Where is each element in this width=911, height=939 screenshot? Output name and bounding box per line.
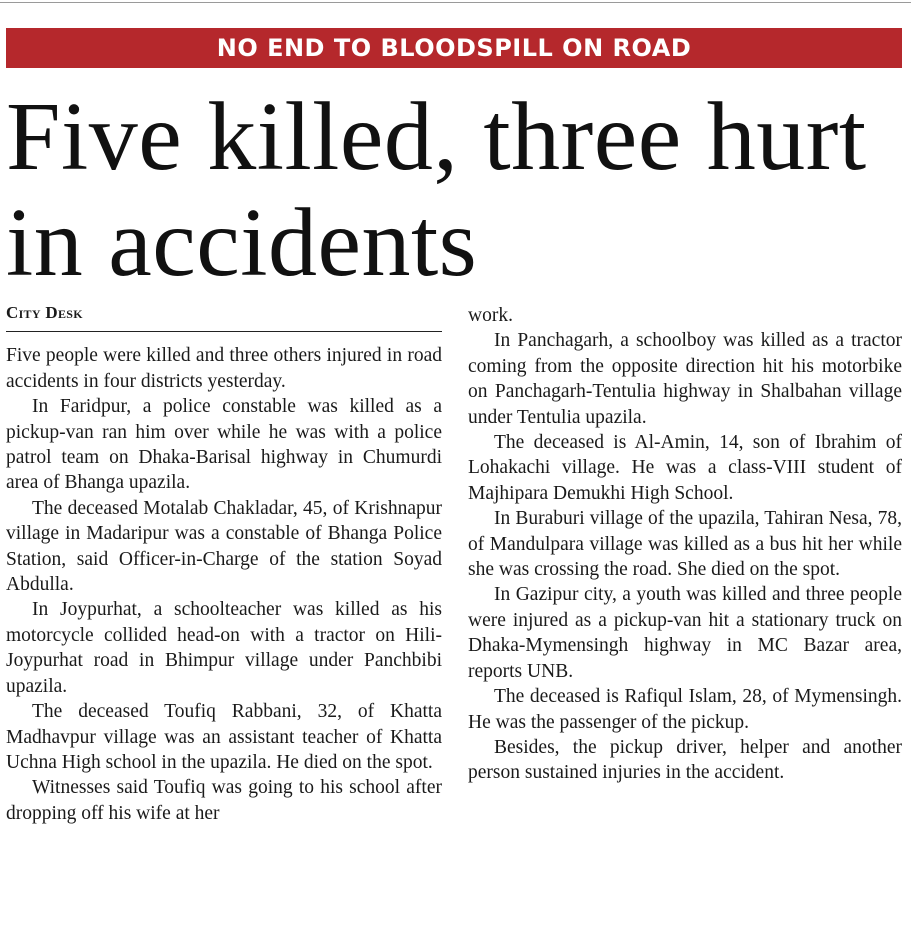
paragraph: In Buraburi village of the upazila, Tahiran Nesa, 78, of Mandulpara village was killed as a bus hit her while she was crossing the road. She died on the spot. xyxy=(468,508,902,581)
paragraph: Witnesses said Toufiq was going to his school after dropping off his wife at her xyxy=(6,777,442,824)
paragraph: work. xyxy=(468,305,513,326)
paragraph: Five people were killed and three others injured in road accidents in four districts yesterday. xyxy=(6,345,442,392)
paragraph: The deceased is Al-Amin, 14, son of Ibrahim of Lohakachi village. He was a class-VIII student of Majhipara Demukhi High School. xyxy=(468,432,902,504)
paragraph: In Joypurhat, a schoolteacher was killed as his motorcycle collided head-on with a tractor on Hili-Joypurhat road in Bhimpur village under Panchbibi upazila. xyxy=(6,599,442,697)
paragraph: In Panchagarh, a schoolboy was killed as a tractor coming from the opposite direction hit his motorbike on Panchagarh-Tentulia highway in Shalbahan village under Tentulia upazila. xyxy=(468,330,902,428)
article-column-right xyxy=(468,303,902,786)
kicker-text: NO END TO BLOODSPILL ON ROAD xyxy=(216,34,692,62)
paragraph: The deceased Motalab Chakladar, 45, of Krishnapur village in Madaripur was a constable of Bhanga Police Station, said Officer-in-Charge of the station Soyad Abdulla. xyxy=(6,497,442,596)
article-column-left xyxy=(6,300,442,826)
paragraph: The deceased is Rafiqul Islam, 28, of Mymensingh. He was the passenger of the pickup. xyxy=(468,686,902,733)
top-rule xyxy=(0,2,911,3)
byline: City Desk xyxy=(6,300,442,332)
paragraph: In Faridpur, a police constable was killed as a pickup-van ran him over while he was with a police patrol team on Dhaka-Barisal highway in Chumurdi area of Bhanga upazila. xyxy=(6,396,442,494)
paragraph: The deceased Toufiq Rabbani, 32, of Khatta Madhavpur village was an assistant teacher of Khatta Uchna High school in the upazila. He died on the spot. xyxy=(6,701,442,773)
paragraph: Besides, the pickup driver, helper and another person sustained injuries in the accident. xyxy=(468,736,902,784)
kicker-banner xyxy=(6,28,902,68)
paragraph: In Gazipur city, a youth was killed and three people were injured as a pickup-van hit a stationary truck on Dhaka-Mymensingh highway in MC Bazar area, reports UNB. xyxy=(468,584,902,682)
headline: Five killed, three hurt in accidents xyxy=(6,83,867,297)
